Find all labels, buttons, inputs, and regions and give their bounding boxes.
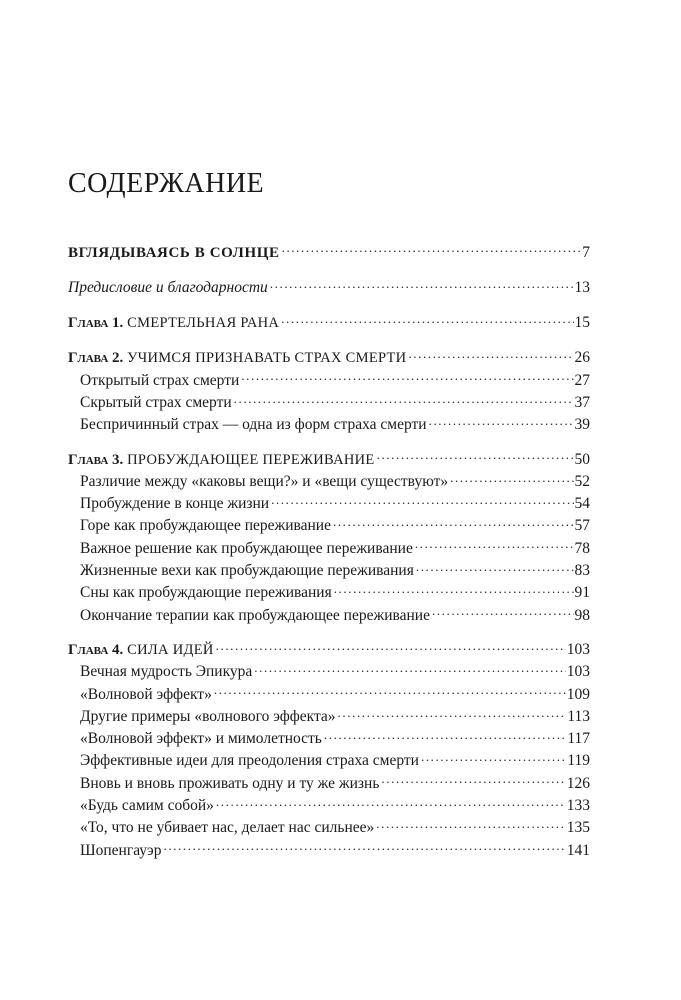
toc-entry-chapter[interactable] (68, 312, 590, 334)
toc-entry-chapter[interactable] (68, 448, 590, 470)
page-number: 37 (574, 393, 590, 411)
entry-label: Открытый страх смерти (80, 371, 240, 389)
dot-leader (216, 638, 566, 654)
toc-entry-section[interactable] (68, 369, 590, 391)
page-title: СОДЕРЖАНИЕ (68, 168, 265, 199)
entry-label (68, 347, 408, 369)
toc-entry-section[interactable] (68, 683, 590, 705)
entry-label: Окончание терапии как пробуждающее переживание (80, 606, 430, 624)
spacer (68, 436, 590, 448)
toc-entry-section[interactable] (68, 414, 590, 436)
entry-label: Вечная мудрость Эпикура (80, 663, 253, 681)
entry-label: Пробуждение в конце жизни (80, 495, 270, 513)
dot-leader (377, 448, 574, 464)
dot-leader (416, 560, 574, 576)
entry-label: Эффективные идеи для преодоления страха смерти (80, 752, 419, 770)
page-number: 57 (574, 517, 590, 535)
toc-entry-section[interactable] (68, 750, 590, 772)
entry-label: «Волновой эффект» (80, 685, 212, 703)
dot-leader (381, 772, 565, 788)
spacer (68, 626, 590, 638)
chapter-title: УЧИМСЯ ПРИЗНАВАТЬ СТРАХ СМЕРТИ (127, 350, 407, 367)
entry-label (68, 639, 216, 661)
page-number: 133 (566, 797, 590, 815)
page-number: 50 (574, 450, 590, 468)
chapter-1 (68, 312, 590, 334)
entry-label: Вновь и вновь проживать одну и ту же жизнь (80, 774, 380, 792)
entry-label: «Волновой эффект» и мимолетность (80, 730, 322, 748)
dot-leader (254, 661, 565, 677)
dot-leader (234, 391, 574, 407)
page-number: 52 (574, 472, 590, 490)
entry-label: Предисловие и благодарности (68, 278, 268, 296)
entry-label: Сны как пробуждающие переживания (80, 584, 332, 602)
toc-entry-section[interactable] (68, 817, 590, 839)
page-number: 113 (567, 707, 590, 725)
dot-leader (282, 241, 582, 257)
toc-entry-section[interactable] (68, 705, 590, 727)
chapter-prefix: Глава 3. (68, 451, 124, 468)
toc-entry-preface[interactable] (68, 276, 590, 298)
dot-leader (216, 795, 566, 811)
dot-leader (415, 537, 574, 553)
dot-leader (271, 493, 573, 509)
dot-leader (429, 414, 574, 430)
page-number: 126 (566, 774, 590, 792)
page-number: 98 (574, 606, 590, 624)
page-number: 15 (574, 314, 590, 332)
page-number: 119 (567, 752, 590, 770)
dot-leader (432, 604, 574, 620)
spacer (68, 334, 590, 347)
toc-entry-section[interactable] (68, 728, 590, 750)
toc-entry-section[interactable] (68, 470, 590, 492)
spacer (68, 299, 590, 312)
dot-leader (333, 515, 574, 531)
page-number: 91 (574, 584, 590, 602)
page-number: 109 (566, 685, 590, 703)
toc-entry-chapter[interactable] (68, 347, 590, 369)
toc-entry-chapter[interactable] (68, 638, 590, 660)
page-number: 141 (566, 841, 590, 859)
entry-label (68, 449, 377, 471)
entry-label: Скрытый страх смерти (80, 393, 232, 411)
chapter-prefix: Глава 1. (68, 315, 124, 332)
entry-label: Шопенгауэр (80, 841, 162, 859)
toc-entry-section[interactable] (68, 515, 590, 537)
toc-entry-part[interactable] (68, 241, 590, 263)
toc-entry-section[interactable] (68, 661, 590, 683)
entry-label: «Будь самим собой» (80, 797, 214, 815)
dot-leader (338, 705, 567, 721)
toc-entry-section[interactable] (68, 560, 590, 582)
chapter-4 (68, 638, 590, 861)
toc-entry-section[interactable] (68, 772, 590, 794)
page-number: 78 (574, 539, 590, 557)
toc-entry-section[interactable] (68, 537, 590, 559)
spacer (68, 263, 590, 276)
dot-leader (214, 683, 566, 699)
chapter-title: СМЕРТЕЛЬНАЯ РАНА (127, 315, 280, 332)
toc-entry-section[interactable] (68, 493, 590, 515)
page-number: 117 (567, 730, 590, 748)
entry-label: ВГЛЯДЫВАЯСЬ В СОЛНЦЕ (68, 244, 280, 261)
dot-leader (376, 817, 565, 833)
page-number: 54 (574, 495, 590, 513)
page-number: 39 (574, 416, 590, 434)
dot-leader (334, 582, 574, 598)
entry-label (68, 312, 281, 334)
entry-label: Горе как пробуждающее переживание (80, 517, 331, 535)
toc-entry-section[interactable] (68, 582, 590, 604)
entry-label: Жизненные вехи как пробуждающие переживания (80, 562, 414, 580)
dot-leader (270, 276, 574, 292)
page-number: 103 (566, 640, 590, 658)
dot-leader (241, 369, 573, 385)
chapter-title: ПРОБУЖДАЮЩЕЕ ПЕРЕЖИВАНИЕ (127, 451, 375, 468)
page-number: 13 (574, 278, 590, 296)
entry-label: Беспричинный страх — одна из форм страха смерти (80, 416, 427, 434)
page-number: 135 (566, 819, 590, 837)
page-number: 26 (574, 349, 590, 367)
chapter-prefix: Глава 4. (68, 641, 124, 658)
chapter-3 (68, 448, 590, 626)
toc-entry-section[interactable] (68, 604, 590, 626)
entry-label: Различие между «каковы вещи?» и «вещи существуют» (80, 472, 449, 490)
toc-entry-section[interactable] (68, 391, 590, 413)
entry-label: Важное решение как пробуждающее переживание (80, 539, 413, 557)
page-number: 27 (574, 371, 590, 389)
chapter-prefix: Глава 2. (68, 350, 124, 367)
page-number: 83 (574, 562, 590, 580)
dot-leader (421, 750, 566, 766)
chapter-2 (68, 347, 590, 436)
toc-entry-section[interactable] (68, 795, 590, 817)
chapter-title: СИЛА ИДЕЙ (127, 641, 214, 658)
dot-leader (450, 470, 573, 486)
table-of-contents (68, 241, 590, 861)
dot-leader (324, 728, 566, 744)
dot-leader (408, 347, 573, 363)
entry-label: Другие примеры «волнового эффекта» (80, 707, 336, 725)
dot-leader (281, 312, 573, 328)
toc-entry-section[interactable] (68, 839, 590, 861)
page-number: 103 (566, 663, 590, 681)
page-number: 7 (582, 243, 590, 261)
dot-leader (163, 839, 565, 855)
entry-label: «То, что не убивает нас, делает нас сильнее» (80, 819, 375, 837)
